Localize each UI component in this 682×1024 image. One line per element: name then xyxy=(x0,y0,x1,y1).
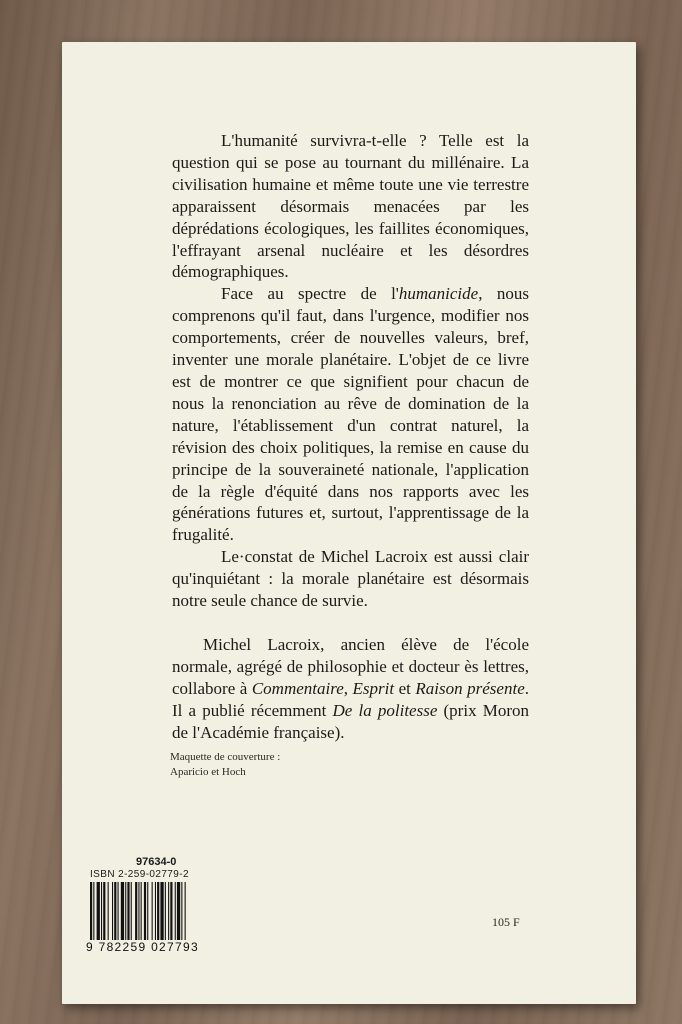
bio-journal-3: Raison présente xyxy=(415,678,525,698)
blurb-paragraph-2 xyxy=(172,283,529,546)
bio-journal-1: Commentaire xyxy=(251,678,344,698)
ean-number: 9 782259 027793 xyxy=(86,940,199,954)
bio-and: et xyxy=(394,678,416,698)
price-label: 105 F xyxy=(492,915,520,929)
bio-sep: , xyxy=(343,678,353,698)
blurb-text xyxy=(172,130,529,743)
author-bio xyxy=(172,634,529,744)
book-back-cover xyxy=(62,42,636,1004)
bio-end: (prix Moron de l'Académie française). xyxy=(172,700,529,742)
product-code: 97634-0 xyxy=(136,856,177,868)
bio-book-title: De la politesse xyxy=(332,700,438,720)
bio-start: Michel Lacroix, ancien élève de l'école normale, agrégé de philosophie et docteur ès lettres, collabore à xyxy=(172,634,529,698)
blurb-paragraph-1: L'humanité survivra-t-elle ? Telle est la question qui se pose au tournant du millénaire. La civilisation humaine et même toute une vie terrestre apparaissent désormais menacées par les déprédations écologiques, les faillites économiques, l'effrayant arsenal nucléaire et les désordres démographiques. xyxy=(172,131,529,282)
blurb-p2-start: Face au spectre de l' xyxy=(221,284,399,304)
bio-mid: . Il a publié récemment xyxy=(172,678,529,720)
blurb-paragraph-3: Le·constat de Michel Lacroix est aussi clair qu'inquiétant : la morale planétaire est désormais notre seule chance de survie. xyxy=(172,547,529,611)
cover-credit-line-1: Maquette de couverture : xyxy=(170,751,281,763)
blurb-p2-end: , nous comprenons qu'il faut, dans l'urgence, modifier nos comportements, créer de nouvelles valeurs, bref, inventer une morale planétaire. L'objet de ce livre est de montrer ce que signifient pour chacun de nous la renonciation au rêve de domination de la nature, l'établissement d'un contrat naturel, la révision des choix politiques, la remise en cause du principe de la souveraineté nationale, l'application de la règle d'équité dans nos rapports avec les générations futures et, surtout, l'apprentissage de la frugalité. xyxy=(172,284,529,545)
cover-credit xyxy=(170,750,280,780)
blurb-p2-italic: humanicide xyxy=(398,284,479,304)
bio-journal-2: Esprit xyxy=(352,678,395,698)
cover-credit-line-2: Aparicio et Hoch xyxy=(170,766,246,778)
isbn-label: ISBN 2-259-02779-2 xyxy=(90,869,189,880)
